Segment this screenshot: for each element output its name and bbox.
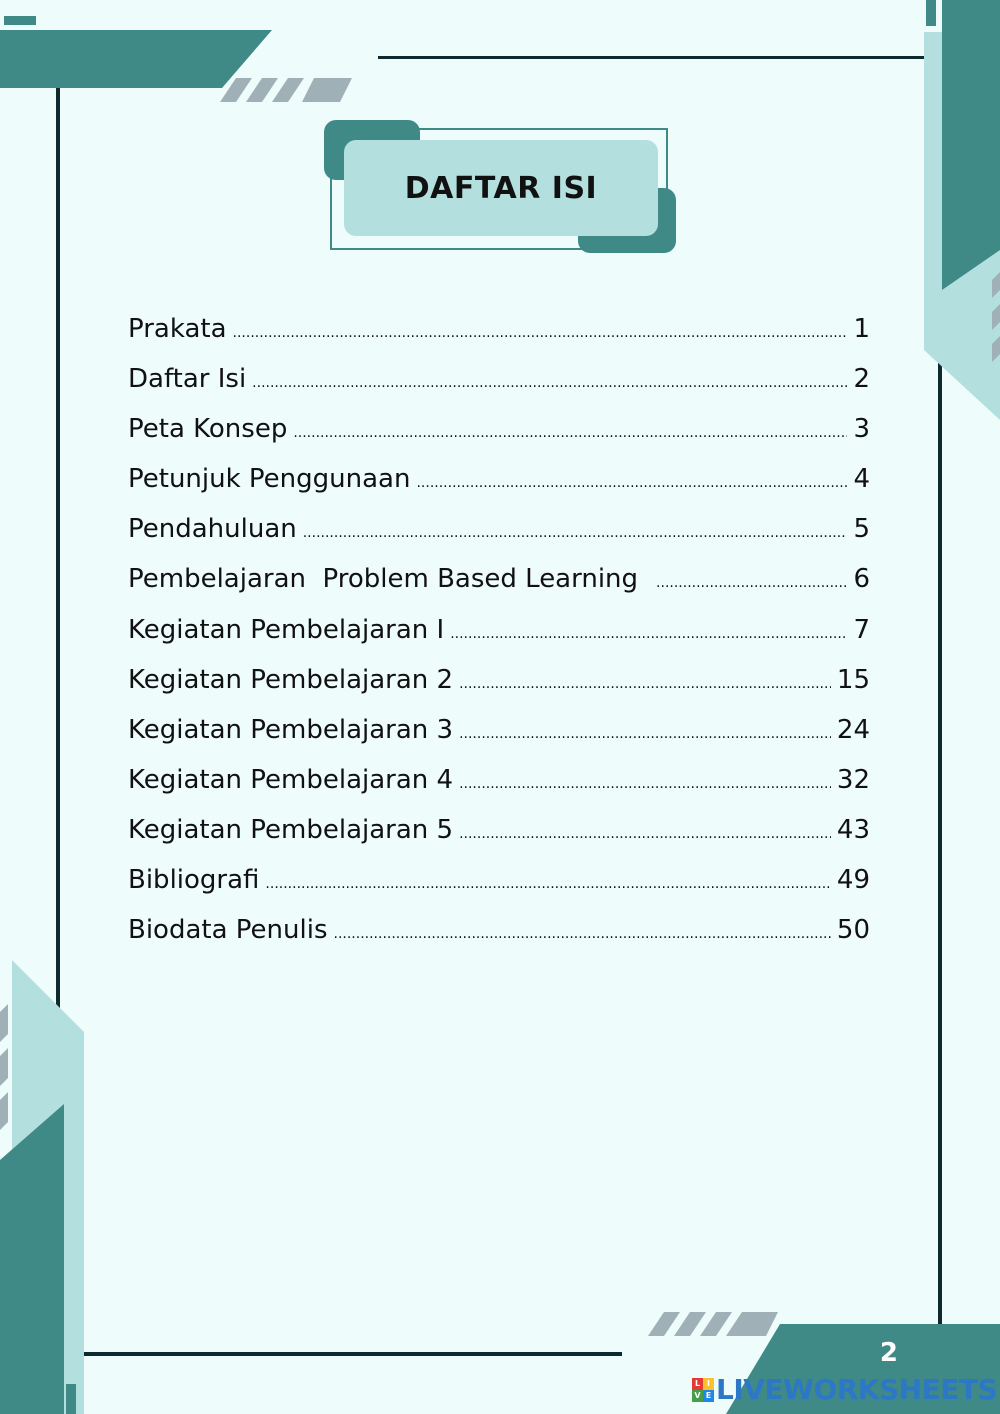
toc-entry-page: 24 [836, 714, 870, 745]
toc-entry-page: 6 [853, 564, 870, 595]
toc-entry-page: 2 [853, 364, 870, 395]
brand-name: LIVEWORKSHEETS [716, 1373, 998, 1406]
toc-entry-label: Kegiatan Pembelajaran I [128, 614, 445, 645]
toc-leader-dots [450, 626, 847, 642]
teal-band-shape [0, 1104, 64, 1414]
bottom-left-decoration [0, 960, 90, 1414]
toc-entry [128, 564, 870, 614]
toc-entry-page: 43 [836, 814, 870, 845]
toc-entry [128, 665, 870, 715]
toc-leader-dots [303, 525, 848, 541]
toc-entry [128, 514, 870, 564]
toc-entry [128, 915, 870, 965]
stripe-shape [648, 1312, 680, 1336]
toc-entry-page: 7 [853, 614, 870, 645]
page-number: 2 [879, 1338, 898, 1368]
toc-entry [128, 314, 870, 364]
toc-entry-page: 15 [836, 664, 870, 695]
stripe-shape [0, 1004, 8, 1042]
small-bar-shape [4, 16, 36, 25]
title-block [322, 120, 680, 256]
frame-top-line [378, 56, 924, 59]
toc-entry [128, 414, 870, 464]
top-left-decoration [0, 0, 360, 110]
toc-entry-page: 49 [836, 865, 870, 896]
toc-leader-dots [656, 575, 847, 591]
toc-leader-dots [459, 776, 831, 792]
toc-entry-label: Pembelajaran Problem Based Learning [128, 564, 639, 595]
top-left-band-shape [0, 30, 272, 88]
stripe-shape [0, 1048, 8, 1086]
toc-entry-label: Peta Konsep [128, 414, 288, 445]
toc-leader-dots [416, 475, 847, 491]
stripe-shape [246, 78, 278, 102]
liveworksheets-brand[interactable] [692, 1373, 997, 1406]
stripe-shape [726, 1312, 778, 1336]
toc-entry-page: 1 [853, 314, 870, 344]
toc-entry-label: Kegiatan Pembelajaran 2 [128, 664, 454, 695]
toc-entry-label: Kegiatan Pembelajaran 5 [128, 814, 454, 845]
toc-leader-dots [459, 676, 831, 692]
toc-leader-dots [334, 926, 831, 942]
toc-entry-label: Daftar Isi [128, 364, 247, 395]
stripe-shape [0, 1092, 8, 1130]
liveworksheets-logo-icon: L I V E [692, 1378, 714, 1402]
toc-leader-dots [252, 375, 847, 391]
top-right-decoration [920, 0, 1000, 430]
toc-entry [128, 815, 870, 865]
thin-bar-shape [66, 1384, 76, 1414]
toc-entry-label: Petunjuk Penggunaan [128, 464, 411, 495]
toc-entry-page: 3 [853, 414, 870, 445]
toc-entry-label: Pendahuluan [128, 514, 297, 545]
toc-leader-dots [233, 325, 848, 341]
toc-leader-dots [265, 876, 830, 892]
thin-bar-shape [926, 0, 936, 26]
table-of-contents [128, 314, 870, 965]
stripe-shape [700, 1312, 732, 1336]
stripe-shape [272, 78, 304, 102]
toc-entry-label: Kegiatan Pembelajaran 3 [128, 714, 454, 745]
page-title: DAFTAR ISI [404, 170, 598, 206]
toc-entry-page: 5 [853, 514, 870, 545]
toc-leader-dots [293, 425, 847, 441]
toc-entry [128, 364, 870, 414]
toc-leader-dots [459, 826, 831, 842]
toc-entry [128, 715, 870, 765]
toc-entry-label: Prakata [128, 314, 227, 344]
toc-entry [128, 765, 870, 815]
title-box [344, 140, 658, 236]
toc-entry-label: Kegiatan Pembelajaran 4 [128, 764, 454, 795]
frame-bottom-line [84, 1352, 622, 1356]
toc-entry-page: 4 [853, 464, 870, 495]
toc-leader-dots [459, 726, 831, 742]
toc-entry-label: Biodata Penulis [128, 915, 328, 946]
toc-entry-page: 32 [836, 764, 870, 795]
teal-band-shape [942, 0, 1000, 290]
toc-entry [128, 865, 870, 915]
frame-right-line [938, 280, 942, 1330]
stripe-shape [302, 78, 352, 102]
toc-entry-label: Bibliografi [128, 865, 260, 896]
stripe-shape [674, 1312, 706, 1336]
toc-entry [128, 615, 870, 665]
toc-entry-page: 50 [836, 915, 870, 946]
toc-entry [128, 464, 870, 514]
